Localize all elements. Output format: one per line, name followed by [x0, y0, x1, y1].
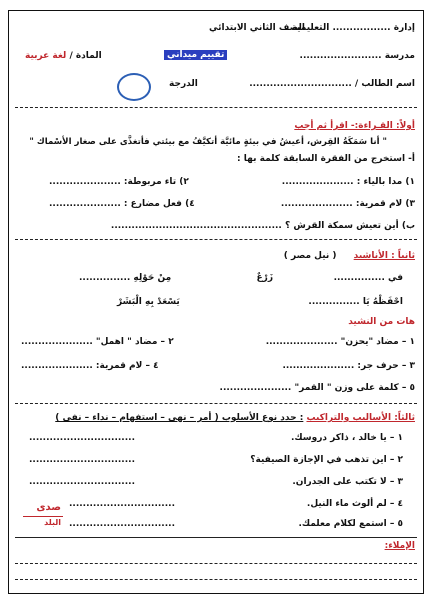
poems-heading — [284, 251, 415, 261]
watermark-logo — [23, 502, 63, 532]
subject-value: لغة عربية — [25, 51, 67, 61]
dictation-line-1 — [15, 563, 417, 564]
poems-q4: ٤ – لام قمرية: ..................... — [21, 361, 159, 371]
poems-q2: ٢ – مضاد " اهمل" ..................... — [21, 337, 174, 347]
poems-q1: ١ – مضاد "يحزن" ..................... — [265, 337, 415, 347]
worksheet-page — [8, 10, 424, 594]
school-label: مدرسة ........................ — [299, 51, 415, 61]
reading-q2: ٢) تاء مربوطة: ..................... — [49, 177, 189, 187]
styles-heading — [55, 413, 415, 423]
reading-q1: ١) مدا بالياء : ..................... — [281, 177, 415, 187]
reading-q4: ٤) فعل مضارع : ..................... — [49, 199, 195, 209]
student-name-label: اسم الطالب / .............................. — [249, 79, 415, 89]
poems-q5: ٥ – كلمة على وزن " القمر" ..................... — [219, 383, 415, 393]
divider-1 — [15, 107, 417, 108]
styles-a1: ............................... — [29, 433, 135, 443]
styles-q1: ١ – يا خالد ، ذاكر دروسك. — [290, 433, 403, 443]
poems-title: ثانياً : الأناشيد — [353, 251, 415, 261]
assessment-badge: تقييم ميداني — [164, 50, 227, 60]
watermark-text-top: صدى — [36, 502, 61, 513]
styles-a4: ............................... — [69, 499, 175, 509]
watermark-rule — [23, 516, 63, 517]
score-circle — [117, 73, 151, 101]
watermark-text-bottom: البلد — [44, 518, 61, 527]
dictation-title: الإملاء: — [384, 541, 415, 551]
styles-instruction: : حدد نوع الأسلوب ( أمر – نهى – استفهام – نداء – نفى ) — [55, 413, 304, 423]
divider-2 — [15, 239, 417, 240]
grade-label: الصف الثاني الابتدائي — [209, 23, 305, 33]
styles-a2: ............................... — [29, 455, 135, 465]
reading-q3: ٣) لام قمرية: ..................... — [280, 199, 415, 209]
poems-subtitle: ( نيل مصر ) — [283, 251, 337, 261]
divider-3 — [15, 403, 417, 404]
poem-line1-a: في ............... — [333, 273, 403, 283]
styles-q5: ٥ – استمع لكلام معلمك. — [298, 519, 403, 529]
styles-q2: ٢ – اين تذهب في الإجازة الصيفية؟ — [250, 455, 403, 465]
reading-title: أولاً: القـراءة:- اقرأ ثم أجب — [294, 121, 415, 131]
styles-q3: ٣ – لا تكتب على الجدران. — [292, 477, 403, 487]
poems-subtitle-2: هات من النشيد — [348, 317, 415, 327]
dictation-line-2 — [15, 579, 417, 580]
poems-q3: ٣ – حرف جر: ..................... — [282, 361, 415, 371]
subject-prefix: المادة / — [69, 51, 102, 61]
styles-a5: ............................... — [69, 519, 175, 529]
poem-line2-a: احْفَظْهُ يَا ............... — [308, 297, 403, 307]
score-label: الدرجة — [169, 79, 198, 89]
poem-line1-b: زَرْعٌ — [256, 273, 273, 283]
admin-label: إدارة ................. التعليمية — [291, 23, 415, 33]
reading-q-a: أ- استخرج من الفقرة السابقة كلمة بها : — [237, 154, 415, 164]
subject-line — [25, 51, 102, 61]
divider-4 — [15, 537, 417, 538]
reading-passage: " أنا سَمَكَةُ القِرش، أعيشُ في بيئةٍ مائيَّة أتكيَّفُ مع بيئتي فأتغذَّى على صغار الأسْماك " — [29, 137, 387, 147]
styles-q4: ٤ – لم ألوث ماء النيل. — [306, 499, 403, 509]
poem-line1-c: مِنْ حَوْلِهِ ............... — [79, 273, 172, 283]
styles-title: ثالثاً: الأساليب والتراكيب — [306, 413, 415, 423]
poem-line2-b: يَسْعَدْ بِهِ الْبَشَرْ — [117, 297, 180, 307]
reading-q-b: ب) أين تعيش سمكة القرش ؟ .................................................. — [110, 221, 415, 231]
styles-a3: ............................... — [29, 477, 135, 487]
